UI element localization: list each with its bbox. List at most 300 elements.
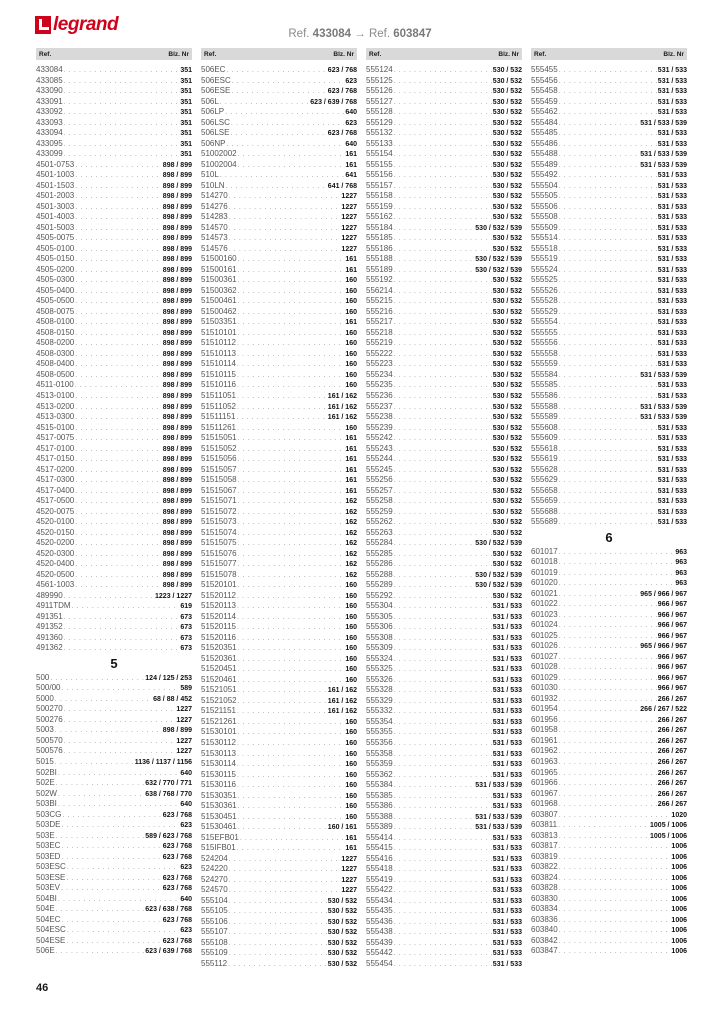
- index-row: [366, 833, 522, 844]
- reference-code: 4517-0150: [36, 454, 75, 464]
- dot-leader: [394, 192, 492, 203]
- reference-code: 433090: [36, 86, 63, 96]
- page-reference: 623 / 638 / 768: [145, 906, 192, 914]
- dot-leader: [559, 663, 657, 674]
- page-reference: 531 / 533 / 539: [475, 813, 522, 821]
- page-reference: 966 / 967: [657, 674, 687, 682]
- page-reference: 530 / 532 / 539: [475, 540, 522, 548]
- page-reference: 898 / 899: [162, 277, 192, 285]
- reference-code: 524204: [201, 853, 228, 863]
- reference-code: 555284: [366, 538, 393, 548]
- index-row: [366, 507, 522, 518]
- reference-code: 504BI: [36, 893, 57, 903]
- page-reference: 160: [345, 634, 357, 642]
- index-row: [366, 338, 522, 349]
- dot-leader: [61, 821, 179, 832]
- index-row: [366, 328, 522, 339]
- reference-code: 555504: [531, 180, 558, 190]
- reference-code: 555105: [201, 906, 228, 916]
- reference-code: 603822: [531, 862, 558, 872]
- dot-leader: [237, 760, 344, 771]
- page-reference: 160: [345, 340, 357, 348]
- reference-code: 4508-0400: [36, 359, 75, 369]
- page-reference: 1227: [176, 716, 192, 724]
- dot-leader: [237, 750, 344, 761]
- reference-code: 555124: [366, 65, 393, 74]
- reference-code: 51520451: [201, 664, 237, 674]
- index-row: [531, 673, 687, 684]
- page-reference: 531 / 533: [492, 655, 522, 663]
- dot-leader: [394, 739, 492, 750]
- index-row: [531, 768, 687, 779]
- dot-leader: [559, 66, 657, 77]
- reference-code: 51530113: [201, 748, 236, 758]
- page-reference: 1006: [671, 864, 687, 872]
- reference-code: 502E: [36, 778, 55, 788]
- index-row: [36, 831, 192, 842]
- index-row: [36, 76, 192, 87]
- dot-leader: [228, 960, 327, 971]
- dot-leader: [559, 853, 671, 864]
- reference-code: 510LN: [201, 180, 225, 190]
- reference-code: 555559: [531, 359, 558, 369]
- index-row: [531, 170, 687, 181]
- reference-code: 433092: [36, 107, 63, 117]
- reference-code: 524270: [201, 874, 228, 884]
- page-reference: 589 / 623 / 768: [145, 832, 192, 840]
- reference-code: 555584: [531, 369, 558, 379]
- page-reference: 530 / 532: [492, 277, 522, 285]
- page-reference: 161: [345, 256, 357, 264]
- reference-code: 4505-0200: [36, 264, 75, 274]
- index-row: [531, 191, 687, 202]
- page-reference: 966 / 967: [657, 653, 687, 661]
- page-reference: 531 / 533 / 539: [640, 151, 687, 159]
- dot-leader: [559, 800, 657, 811]
- reference-code: 555509: [531, 222, 558, 232]
- index-row: [366, 927, 522, 938]
- dot-leader: [394, 245, 492, 256]
- index-row: [201, 791, 357, 802]
- reference-code: 555435: [366, 906, 393, 916]
- dot-leader: [394, 403, 492, 414]
- dot-leader: [75, 245, 162, 256]
- index-row: [36, 444, 192, 455]
- dot-leader: [394, 381, 492, 392]
- column-header: [366, 48, 522, 60]
- dot-leader: [559, 224, 657, 235]
- index-row: [366, 181, 522, 192]
- index-row: [36, 380, 192, 391]
- dot-leader: [394, 644, 492, 655]
- reference-code: 555189: [366, 264, 393, 274]
- reference-code: 601967: [531, 788, 558, 798]
- page-reference: 1006: [671, 927, 687, 935]
- column-header: [36, 48, 192, 60]
- index-row: [201, 738, 357, 749]
- page-reference: 531 / 533: [657, 224, 687, 232]
- page-reference: 530 / 532: [492, 67, 522, 74]
- page-reference: 530 / 532: [492, 508, 522, 516]
- index-row: [36, 296, 192, 307]
- dot-leader: [238, 297, 345, 308]
- index-row: [201, 727, 357, 738]
- index-row: [36, 725, 192, 736]
- index-row: [531, 181, 687, 192]
- index-row: [201, 549, 357, 560]
- dot-leader: [229, 928, 327, 939]
- page-reference: 531 / 533: [657, 67, 687, 74]
- dot-leader: [559, 445, 657, 456]
- dot-leader: [56, 905, 145, 916]
- dot-leader: [237, 371, 344, 382]
- header-ref-label: Ref.: [39, 50, 52, 58]
- reference-code: 51520115: [201, 622, 236, 632]
- dot-leader: [394, 676, 492, 687]
- page-reference: 898 / 899: [162, 540, 192, 548]
- reference-code: 555416: [366, 853, 393, 863]
- dot-leader: [238, 792, 345, 803]
- page-reference: 531 / 533: [657, 487, 687, 495]
- reference-code: 555415: [366, 843, 393, 853]
- page-reference: 160: [345, 592, 357, 600]
- index-row: [366, 496, 522, 507]
- index-row: [201, 622, 357, 633]
- index-row: [36, 517, 192, 528]
- index-row: [36, 307, 192, 318]
- dot-leader: [394, 360, 492, 371]
- reference-code: 555157: [366, 180, 393, 190]
- dot-leader: [64, 747, 176, 758]
- brand-name: legrand: [53, 14, 119, 35]
- page-reference: 530 / 532: [492, 235, 522, 243]
- index-row: [531, 862, 687, 873]
- index-row: [36, 496, 192, 507]
- index-row: [36, 317, 192, 328]
- reference-code: 555422: [366, 885, 393, 895]
- reference-code: 506LP: [201, 107, 225, 117]
- header-ref-label: Ref.: [369, 50, 382, 58]
- page-reference: 160: [345, 371, 357, 379]
- dot-leader: [229, 855, 341, 866]
- reference-code: 433084: [36, 65, 63, 74]
- page-reference: 266 / 267: [657, 801, 687, 809]
- reference-code: 603824: [531, 872, 558, 882]
- index-row: [201, 76, 357, 87]
- index-row: [366, 454, 522, 465]
- index-row: [36, 852, 192, 863]
- page-reference: 1136 / 1137 / 1156: [134, 759, 192, 766]
- page-reference: 531 / 533: [492, 834, 522, 842]
- reference-code: 555459: [531, 96, 558, 106]
- dot-leader: [559, 360, 657, 371]
- reference-code: 555192: [366, 275, 393, 285]
- index-row: [36, 904, 192, 915]
- dot-leader: [64, 66, 180, 77]
- index-row: [366, 475, 522, 486]
- page-reference: 530 / 532: [492, 88, 522, 96]
- page-reference: 530 / 532: [492, 308, 522, 316]
- page-reference: 530 / 532: [492, 592, 522, 600]
- index-row: [36, 946, 192, 957]
- page-reference: 632 / 770 / 771: [145, 780, 192, 788]
- dot-leader: [238, 655, 345, 666]
- page-reference: 531 / 533: [657, 245, 687, 253]
- reference-code: 4520-0075: [36, 506, 75, 516]
- index-row: [36, 633, 192, 644]
- dot-leader: [66, 937, 161, 948]
- dot-leader: [559, 108, 657, 119]
- header-page-label: Blz. Nr: [498, 50, 519, 58]
- dot-leader: [559, 203, 657, 214]
- reference-code: 555462: [531, 107, 558, 117]
- reference-code: 51530115: [201, 769, 236, 779]
- index-row: [201, 906, 357, 917]
- reference-code: 4517-0300: [36, 475, 75, 485]
- page-reference: 898 / 899: [162, 582, 192, 590]
- dot-leader: [394, 466, 492, 477]
- dot-leader: [559, 455, 657, 466]
- reference-code: 601968: [531, 799, 558, 809]
- dot-leader: [229, 907, 327, 918]
- page-reference: 161 / 162: [327, 414, 357, 422]
- dot-leader: [559, 758, 657, 769]
- reference-code: 555306: [366, 622, 393, 632]
- index-row: [531, 118, 687, 129]
- reference-code: 555188: [366, 254, 393, 264]
- dot-leader: [559, 684, 657, 695]
- index-row: [201, 233, 357, 244]
- page-reference: 1227: [176, 737, 192, 745]
- page-reference: 530 / 532 / 539: [475, 571, 522, 579]
- reference-code: 555514: [531, 233, 558, 243]
- index-row: [36, 139, 192, 150]
- page-reference: 531 / 533: [657, 98, 687, 106]
- page-reference: 1006: [671, 948, 687, 956]
- range-prefix-to: Ref.: [368, 28, 391, 40]
- reference-code: 5000: [36, 693, 54, 703]
- index-row: [531, 223, 687, 234]
- dot-leader: [559, 653, 657, 664]
- index-row: [531, 873, 687, 884]
- reference-code: 555359: [366, 759, 393, 769]
- page-reference: 531 / 533 / 539: [640, 119, 687, 127]
- dot-leader: [229, 949, 327, 960]
- reference-code: 500276: [36, 714, 63, 724]
- reference-code: 4508-0075: [36, 306, 75, 316]
- reference-code: 555217: [366, 317, 393, 327]
- index-row: [201, 128, 357, 139]
- reference-code: 500: [36, 672, 50, 682]
- index-row: [531, 328, 687, 339]
- dot-leader: [394, 802, 492, 813]
- page-reference: 531 / 533: [657, 203, 687, 211]
- index-row: [36, 580, 192, 591]
- reference-code: 601017: [531, 546, 558, 556]
- page-reference: 530 / 532 / 539: [475, 582, 522, 590]
- dot-leader: [237, 771, 344, 782]
- page-reference: 641 / 768: [327, 182, 357, 190]
- reference-code: 433085: [36, 75, 63, 85]
- page-reference: 531 / 533: [492, 708, 522, 716]
- dot-leader: [559, 621, 657, 632]
- page-reference: 162: [345, 498, 357, 506]
- page-reference: 531 / 533: [657, 308, 687, 316]
- reference-code: 506L: [201, 96, 219, 106]
- dot-leader: [559, 716, 657, 727]
- index-row: [201, 86, 357, 97]
- reference-code: 555659: [531, 496, 558, 506]
- page-reference: 160: [345, 277, 357, 285]
- page-reference: 530 / 532: [492, 298, 522, 306]
- dot-leader: [394, 434, 492, 445]
- index-row: [366, 128, 522, 139]
- index-row: [366, 223, 522, 234]
- reference-code: 555245: [366, 464, 393, 474]
- dot-leader: [394, 792, 492, 803]
- reference-code: 601019: [531, 567, 558, 577]
- reference-code: 51530101: [201, 727, 237, 737]
- reference-code: 51515057: [201, 464, 237, 474]
- index-row: [36, 254, 192, 265]
- index-row: [531, 704, 687, 715]
- dot-leader: [75, 487, 162, 498]
- reference-code: 555126: [366, 86, 393, 96]
- index-row: [531, 904, 687, 915]
- reference-code: 502W: [36, 788, 57, 798]
- dot-leader: [66, 874, 161, 885]
- reference-code: 51515074: [201, 527, 237, 537]
- index-row: [36, 412, 192, 423]
- page-reference: 531 / 533: [657, 445, 687, 453]
- dot-leader: [237, 392, 327, 403]
- index-column-2: [201, 48, 357, 969]
- index-row: [36, 128, 192, 139]
- index-row: [531, 620, 687, 631]
- dot-leader: [229, 203, 341, 214]
- reference-code: 51520112: [201, 590, 236, 600]
- page-reference: 160: [345, 761, 357, 769]
- dot-leader: [394, 613, 492, 624]
- page-reference: 161: [345, 456, 357, 464]
- index-row: [201, 780, 357, 791]
- dot-leader: [559, 276, 657, 287]
- index-row: [366, 812, 522, 823]
- page-reference: 530 / 532: [492, 340, 522, 348]
- dot-leader: [64, 119, 180, 130]
- index-row: [531, 233, 687, 244]
- dot-leader: [75, 203, 162, 214]
- page-reference: 673: [180, 613, 192, 621]
- index-row: [36, 936, 192, 947]
- dot-leader: [237, 424, 344, 435]
- dot-leader: [394, 66, 492, 77]
- index-row: [531, 799, 687, 810]
- page-reference: 351: [180, 88, 192, 96]
- page-reference: 160: [345, 424, 357, 432]
- dot-leader: [75, 213, 162, 224]
- reference-code: 514276: [201, 201, 228, 211]
- index-row: [201, 107, 357, 118]
- reference-code: 555154: [366, 149, 393, 159]
- reference-code: 555159: [366, 201, 393, 211]
- index-row: [201, 328, 357, 339]
- dot-leader: [61, 916, 161, 927]
- page-reference: 531 / 533: [492, 792, 522, 800]
- column-header: [201, 48, 357, 60]
- reference-code: 4505-0075: [36, 233, 75, 243]
- dot-leader: [75, 182, 162, 193]
- dot-leader: [58, 790, 144, 801]
- reference-code: 4501-5003: [36, 222, 75, 232]
- page-reference: 530 / 532: [492, 445, 522, 453]
- page-reference: 1227: [341, 855, 357, 863]
- dot-leader: [559, 569, 675, 580]
- reference-code: 51520116: [201, 632, 236, 642]
- dot-leader: [559, 895, 671, 906]
- page-reference: 161 / 162: [327, 392, 357, 400]
- page-reference: 266 / 267: [657, 759, 687, 766]
- dot-leader: [75, 539, 162, 550]
- page-reference: 623 / 768: [162, 843, 192, 851]
- dot-leader: [75, 308, 162, 319]
- dot-leader: [394, 318, 492, 329]
- reference-code: 4505-0500: [36, 296, 75, 306]
- index-row: [201, 854, 357, 865]
- reference-code: 555285: [366, 548, 393, 558]
- section-number: 5: [110, 655, 118, 671]
- range-prefix-from: Ref.: [288, 28, 310, 40]
- index-row: [366, 244, 522, 255]
- page-reference: 530 / 532: [492, 350, 522, 358]
- reference-code: 4505-0400: [36, 285, 75, 295]
- reference-code: 555304: [366, 601, 393, 611]
- index-row: [531, 589, 687, 600]
- page-reference: 531 / 533: [657, 109, 687, 117]
- page-reference: 589: [180, 685, 192, 693]
- index-row: [531, 86, 687, 97]
- index-row: [36, 149, 192, 160]
- page-reference: 530 / 532: [492, 98, 522, 106]
- index-row: [366, 685, 522, 696]
- reference-code: 51521052: [201, 695, 237, 705]
- reference-code: 51002002: [201, 149, 237, 159]
- index-row: [36, 778, 192, 789]
- page-reference: 531 / 533: [657, 172, 687, 180]
- page-reference: 1020: [671, 811, 687, 819]
- index-row: [366, 643, 522, 654]
- index-row: [36, 97, 192, 108]
- page-reference: 623 / 768: [327, 88, 357, 96]
- reference-code: 504ESE: [36, 935, 66, 945]
- reference-code: 51515056: [201, 454, 237, 464]
- column-header: [531, 48, 687, 60]
- range-to: 603847: [393, 28, 432, 40]
- index-row: [201, 465, 357, 476]
- dot-leader: [238, 466, 345, 477]
- page-reference: 898 / 899: [162, 235, 192, 243]
- page-reference: 160: [345, 603, 357, 611]
- page-reference: 623: [180, 822, 192, 830]
- dot-leader: [394, 865, 492, 876]
- reference-code: 555356: [366, 738, 393, 747]
- reference-code: 51515058: [201, 475, 237, 485]
- index-row: [531, 915, 687, 926]
- page-reference: 531 / 533: [492, 603, 522, 611]
- dot-leader: [237, 339, 344, 350]
- reference-code: 51521261: [201, 716, 237, 726]
- index-row: [366, 612, 522, 623]
